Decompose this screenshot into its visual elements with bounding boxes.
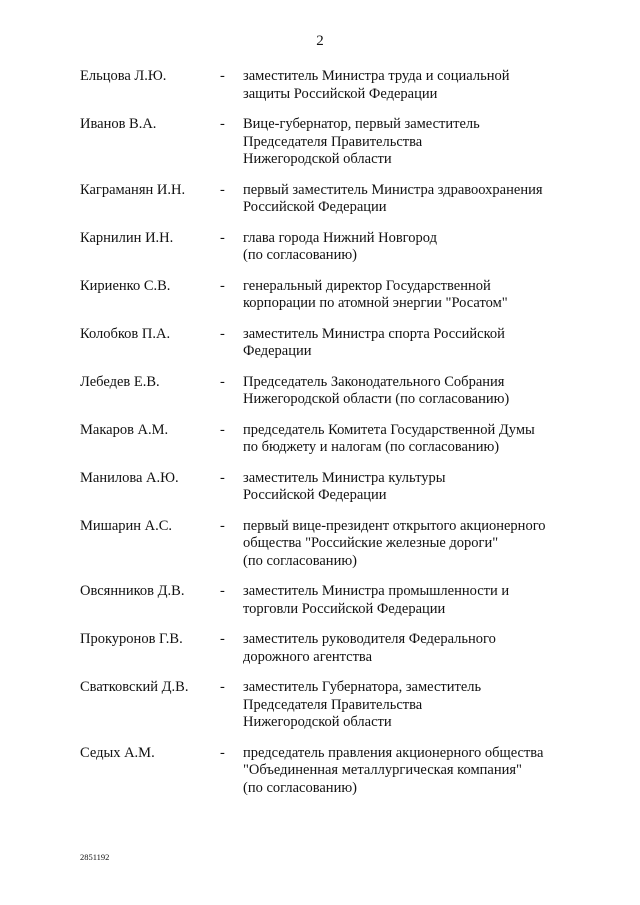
- member-name: Прокуронов Г.В.: [80, 631, 183, 647]
- position-line: "Объединенная металлургическая компания": [243, 762, 522, 778]
- member-name: Лебедев Е.В.: [80, 373, 160, 390]
- member-dash: -: [220, 469, 225, 486]
- position-line: дорожного агентства: [243, 648, 373, 665]
- member-position: [243, 518, 580, 571]
- member-dash: -: [220, 277, 225, 294]
- member-dash: -: [220, 229, 225, 246]
- member-dash: -: [220, 68, 225, 84]
- member-row: [80, 470, 580, 505]
- member-name: Колобков П.А.: [80, 325, 171, 342]
- position-line: генеральный директор Государственной: [243, 277, 491, 294]
- member-name: Манилова А.Ю.: [80, 469, 179, 486]
- member-position: [243, 583, 580, 618]
- position-line: общества "Российские железные дороги": [243, 535, 499, 551]
- member-position: [243, 182, 580, 217]
- position-line: первый заместитель Министра здравоохранения: [243, 181, 543, 198]
- position-line: председатель Комитета Государственной Думы: [243, 421, 535, 438]
- member-position: [243, 745, 580, 798]
- members-list: [80, 68, 580, 797]
- member-position: [243, 68, 580, 103]
- position-line: Председателя Правительства: [243, 696, 423, 713]
- position-line: Российской Федерации: [243, 199, 387, 215]
- position-line: заместитель Министра спорта Российской: [243, 325, 505, 342]
- member-dash: -: [220, 373, 225, 390]
- member-row: [80, 745, 580, 798]
- member-row: [80, 631, 580, 666]
- member-row: [80, 422, 580, 457]
- member-row: [80, 278, 580, 313]
- document-code: 2851192: [80, 852, 110, 862]
- member-name: Каграманян И.Н.: [80, 181, 186, 198]
- member-row: [80, 679, 580, 732]
- member-dash: -: [220, 744, 225, 761]
- member-name: Овсянников Д.В.: [80, 583, 185, 599]
- member-name: Иванов В.А.: [80, 116, 157, 132]
- member-dash: -: [220, 325, 225, 342]
- member-row: [80, 68, 580, 103]
- member-name: Седых А.М.: [80, 744, 155, 761]
- member-dash: -: [220, 181, 225, 198]
- position-line: торговли Российской Федерации: [243, 600, 446, 617]
- member-row: [80, 230, 580, 265]
- position-line: первый вице-президент открытого акционерного: [243, 517, 546, 534]
- member-position: [243, 230, 580, 265]
- member-name: Кириенко С.В.: [80, 277, 171, 294]
- page-number: 2: [316, 33, 324, 49]
- member-dash: -: [220, 583, 225, 599]
- member-dash: -: [220, 116, 225, 132]
- member-position: [243, 679, 580, 732]
- position-line: корпорации по атомной энергии "Росатом": [243, 295, 508, 311]
- member-row: [80, 583, 580, 618]
- position-line: глава города Нижний Новгород: [243, 229, 437, 246]
- member-row: [80, 374, 580, 409]
- position-line: заместитель Министра культуры: [243, 469, 446, 486]
- position-line: по бюджету и налогам (по согласованию): [243, 439, 500, 455]
- member-position: [243, 374, 580, 409]
- member-dash: -: [220, 421, 225, 438]
- member-name: Макаров А.М.: [80, 421, 169, 438]
- member-name: Сватковский Д.В.: [80, 679, 189, 695]
- position-line: (по согласованию): [243, 247, 357, 263]
- member-position: [243, 422, 580, 457]
- position-line: заместитель Министра промышленности и: [243, 583, 510, 599]
- position-line: защиты Российской Федерации: [243, 85, 438, 102]
- member-dash: -: [220, 631, 225, 647]
- member-name: Мишарин А.С.: [80, 517, 173, 534]
- member-name: Ельцова Л.Ю.: [80, 68, 167, 84]
- position-line: Нижегородской области (по согласованию): [243, 391, 510, 407]
- position-line: Нижегородской области: [243, 714, 392, 730]
- member-dash: -: [220, 517, 225, 534]
- member-dash: -: [220, 679, 225, 695]
- position-line: заместитель Министра труда и социальной: [243, 68, 510, 84]
- member-position: [243, 631, 580, 666]
- position-line: (по согласованию): [243, 779, 357, 796]
- member-name: Карнилин И.Н.: [80, 229, 174, 246]
- position-line: Российской Федерации: [243, 487, 387, 503]
- position-line: заместитель Губернатора, заместитель: [243, 679, 482, 695]
- position-line: Председатель Законодательного Собрания: [243, 373, 505, 390]
- position-line: заместитель руководителя Федерального: [243, 631, 496, 647]
- position-line: председатель правления акционерного общества: [243, 744, 544, 761]
- member-row: [80, 116, 580, 169]
- member-position: [243, 116, 580, 169]
- member-row: [80, 518, 580, 571]
- position-line: (по согласованию): [243, 552, 357, 569]
- member-row: [80, 182, 580, 217]
- position-line: Председателя Правительства: [243, 133, 423, 150]
- position-line: Вице-губернатор, первый заместитель: [243, 116, 480, 132]
- position-line: Федерации: [243, 343, 312, 359]
- member-position: [243, 278, 580, 313]
- member-position: [243, 326, 580, 361]
- position-line: Нижегородской области: [243, 151, 392, 167]
- member-row: [80, 326, 580, 361]
- member-position: [243, 470, 580, 505]
